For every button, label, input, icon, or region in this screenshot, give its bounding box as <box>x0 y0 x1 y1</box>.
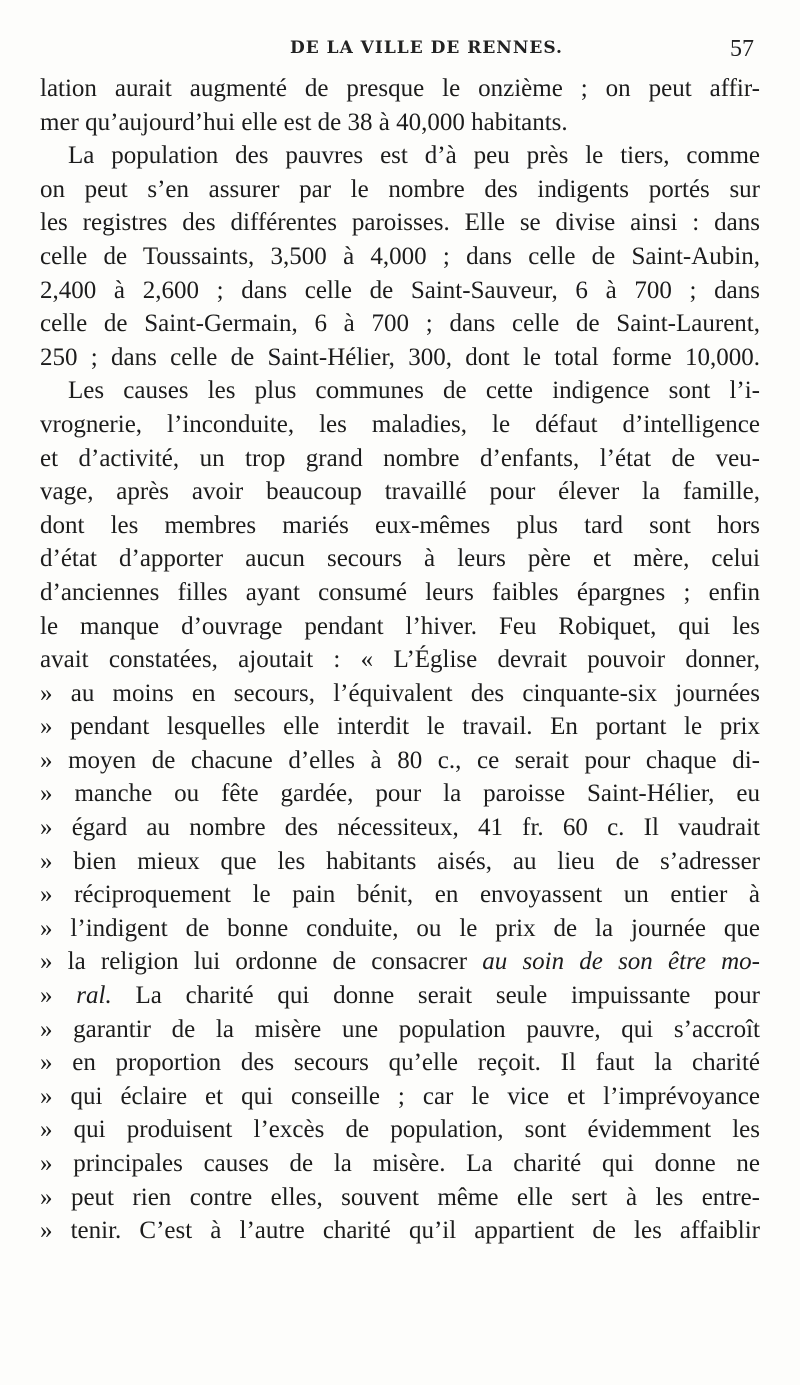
text-line: vage, après avoir beaucoup travaillé pour élever la famille, <box>40 478 760 506</box>
text-line: les registres des différentes paroisses. Elle se divise ainsi : dans <box>40 209 760 237</box>
text-line: » garantir de la misère une population pauvre, qui s’accroît <box>40 1015 760 1043</box>
text-line: vrognerie, l’inconduite, les maladies, le défaut d’intelligence <box>40 410 760 438</box>
text-line: » au moins en secours, l’équivalent des cinquante-six journées <box>40 679 760 707</box>
text-line: La population des pauvres est d’à peu près le tiers, comme <box>68 142 760 170</box>
text-line: et d’activité, un trop grand nombre d’enfants, l’état de veu- <box>40 444 760 472</box>
text-line: on peut s’en assurer par le nombre des indigents portés sur <box>40 175 760 203</box>
text-line: » bien mieux que les habitants aisés, au lieu de s’adresser <box>40 847 760 875</box>
text-line: avait constatées, ajoutait : « L’Église devrait pouvoir donner, <box>40 646 760 674</box>
text-line: » en proportion des secours qu’elle reçoit. Il faut la charité <box>40 1049 760 1077</box>
text-line: » manche ou fête gardée, pour la paroisse Saint-Hélier, eu <box>40 780 760 808</box>
text-line: dont les membres mariés eux-mêmes plus tard sont hors <box>40 511 760 539</box>
text-line: » ral. La charité qui donne serait seule impuissante pour <box>40 982 760 1010</box>
text-line: » peut rien contre elles, souvent même elle sert à les entre- <box>40 1183 760 1211</box>
text-line: » égard au nombre des nécessiteux, 41 fr. 60 c. Il vaudrait <box>40 814 760 842</box>
body-text <box>40 72 760 1248</box>
text-line: Les causes les plus communes de cette indigence sont l’i- <box>68 377 760 405</box>
text-line: d’anciennes filles ayant consumé leurs faibles épargnes ; enfin <box>40 578 760 606</box>
running-title: DE LA VILLE DE RENNES. <box>290 38 563 58</box>
page-number: 57 <box>730 36 754 62</box>
text-line: 2,400 à 2,600 ; dans celle de Saint-Sauveur, 6 à 700 ; dans <box>40 276 760 304</box>
text-line: » tenir. C’est à l’autre charité qu’il appartient de les affaiblir <box>40 1217 760 1245</box>
running-header <box>40 36 760 66</box>
text-line: » moyen de chacune d’elles à 80 c., ce serait pour chaque di- <box>40 746 760 774</box>
text-line: lation aurait augmenté de presque le onzième ; on peut affir- <box>40 75 760 102</box>
text-line: celle de Toussaints, 3,500 à 4,000 ; dans celle de Saint-Aubin, <box>40 242 760 270</box>
text-line: » l’indigent de bonne conduite, ou le prix de la journée que <box>40 914 760 942</box>
text-line: » qui éclaire et qui conseille ; car le vice et l’imprévoyance <box>40 1082 760 1110</box>
italic-fragment: ral. <box>76 982 112 1010</box>
text-line: celle de Saint-Germain, 6 à 700 ; dans celle de Saint-Laurent, <box>40 310 760 338</box>
text-line: » principales causes de la misère. La charité qui donne ne <box>40 1150 760 1177</box>
text-line: 250 ; dans celle de Saint-Hélier, 300, dont le total forme 10,000. <box>40 343 760 371</box>
text-line: d’état d’apporter aucun secours à leurs père et mère, celui <box>40 545 760 573</box>
text-line: le manque d’ouvrage pendant l’hiver. Feu Robiquet, qui les <box>40 612 760 640</box>
text-line: » la religion lui ordonne de consacrer au soin de son être mo- <box>40 948 760 976</box>
italic-fragment: au soin de son être mo- <box>482 948 760 976</box>
text-line: » réciproquement le pain bénit, en envoyassent un entier à <box>40 881 760 909</box>
text-line: » pendant lesquelles elle interdit le travail. En portant le prix <box>40 713 760 741</box>
text-line: mer qu’aujourd’hui elle est de 38 à 40,000 habitants. <box>40 108 568 136</box>
text-line: » qui produisent l’excès de population, sont évidemment les <box>40 1116 760 1144</box>
